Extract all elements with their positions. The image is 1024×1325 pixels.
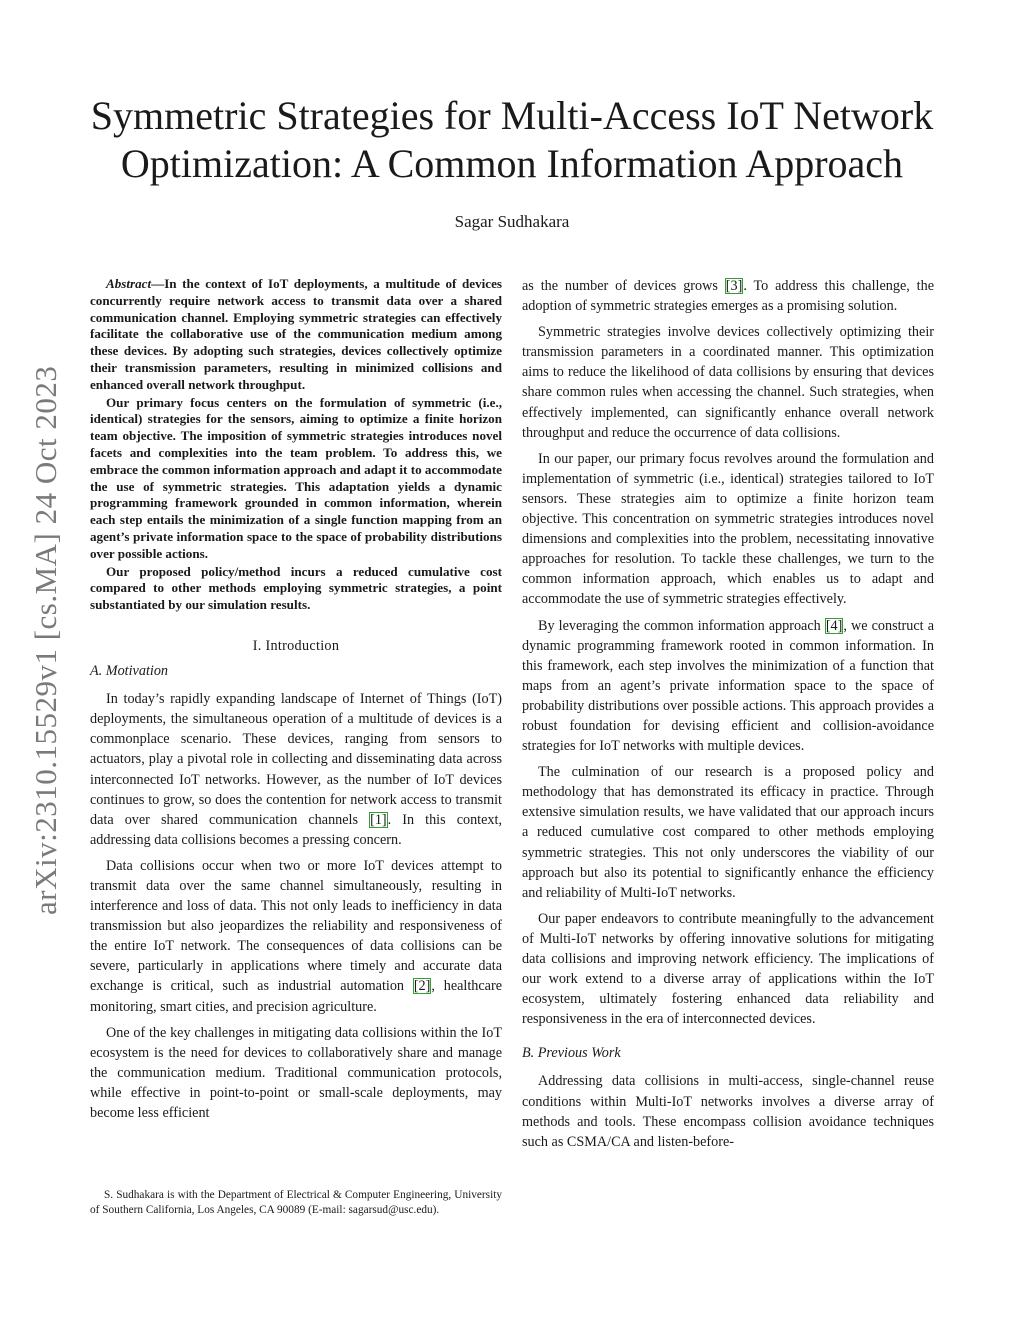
left-column bbox=[90, 276, 502, 1123]
body-paragraph: Addressing data collisions in multi-access, single-channel reuse conditions within Multi-IoT networks involves a diverse array of methods and tools. These encompass collision avoidance techniques such as CSMA/CA and listen-before- bbox=[522, 1073, 934, 1150]
subsection-heading-previous-work: B. Previous Work bbox=[522, 1045, 621, 1062]
title-line-2: Optimization: A Common Information Approach bbox=[120, 141, 904, 186]
body-paragraph: as the number of devices grows [3]. To address this challenge, the adoption of symmetric strategies emerges as a promising solution. bbox=[522, 278, 935, 315]
abstract-label: Abstract bbox=[106, 276, 152, 291]
body-paragraph: In our paper, our primary focus revolves around the formulation and implementation of symmetric (i.e., identical) strategies tailored to IoT sensors. These strategies aim to optimize a finite horizon team objective. This concentration on symmetric strategies introduces novel dimensions and complexities into the problem, necessitating innovative approaches for resolution. To tackle these challenges, we turn to the common information approach, which enables us to adapt and accommodate the use of symmetric strategies effectively. bbox=[522, 450, 934, 608]
abstract-paragraph-1: Abstract—In the context of IoT deployments, a multitude of devices concurrently require network access to transmit data over a shared communication channel. Employing symmetric strategies can effectively facilitate the collaborative use of the communication medium among these devices. By adopting such strategies, devices collectively optimize their transmission parameters, resulting in minimized collisions and enhanced overall network throughput. bbox=[90, 276, 502, 392]
section-heading-introduction: I. Introduction bbox=[252, 637, 340, 654]
paper-title bbox=[80, 92, 944, 188]
footnote bbox=[90, 1188, 502, 1218]
citation-link[interactable]: [4] bbox=[825, 617, 843, 634]
author-name: Sagar Sudhakara bbox=[454, 212, 570, 231]
body-paragraph: Symmetric strategies involve devices collectively optimizing their transmission parameters in a coordinated manner. This optimization aims to reduce the likelihood of data collisions by ensuring that devices share common rules when accessing the channel. Such strategies, when effectively implemented, can significantly enhance overall network throughput and reduce the occurrence of data collisions. bbox=[522, 324, 934, 441]
citation-link[interactable]: [2] bbox=[413, 978, 431, 995]
subsection-heading-motivation: A. Motivation bbox=[90, 663, 169, 680]
title-line-1: Symmetric Strategies for Multi-Access IoT Network bbox=[90, 93, 934, 138]
citation-link[interactable]: [3] bbox=[725, 278, 743, 294]
abstract-paragraph-2: Our primary focus centers on the formulation of symmetric (i.e., identical) strategies for the sensors, aiming to optimize a finite horizon team objective. The imposition of symmetric strategies introduces novel facets and complexities into the team problem. To address this, we embrace the common information approach and adapt it to accommodate the use of symmetric strategies. This adaptation yields a dynamic programming framework grounded in common information, wherein each step entails the minimization of a single function mapping from an agent’s private information space to the space of probability distributions over possible actions. bbox=[90, 394, 502, 561]
body-paragraph: One of the key challenges in mitigating data collisions within the IoT ecosystem is the need for devices to collaboratively share and manage the communication medium. Traditional communication protocols, while effective in point-to-point or small-scale deployments, may become less efficient bbox=[90, 1024, 502, 1121]
footnote-text: S. Sudhakara is with the Department of Electrical & Computer Engineering, University of Southern California, Los Angeles, CA 90089 (E-mail: sagarsud@usc.edu). bbox=[90, 1189, 502, 1216]
body-paragraph: Data collisions occur when two or more IoT devices attempt to transmit data over the same channel simultaneously, resulting in interference and loss of data. This not only leads to inefficiency in data transmission but also jeopardizes the reliability and responsiveness of the entire IoT network. The consequences of data collisions can be severe, particularly in applications where timely and accurate data exchange is critical, such as industrial automation [2], healthcare monitoring, smart cities, and precision agriculture. bbox=[90, 857, 503, 1015]
body-paragraph: By leveraging the common information approach [4], we construct a dynamic programming framework rooted in common information. In this framework, each step involves the minimization of a function that maps from an agent’s private information space to the space of probability distributions over possible actions. This approach provides a robust foundation for devising efficient and collision-avoidance strategies for IoT networks with multiple devices. bbox=[522, 617, 934, 755]
body-paragraph: In today’s rapidly expanding landscape of Internet of Things (IoT) deployments, the simultaneous operation of a multitude of devices is a commonplace scenario. These devices, ranging from sensors to actuators, play a pivotal role in collecting and disseminating data across interconnected IoT networks. However, as the number of IoT devices continues to grow, so does the contention for network access to transmit data over shared communication channels [1]. In this context, addressing data collisions becomes a pressing concern. bbox=[90, 691, 503, 848]
body-paragraph: The culmination of our research is a proposed policy and methodology that has demonstrated its efficacy in practice. Through extensive simulation results, we have validated that our approach incurs a reduced cumulative cost compared to other methods employing symmetric strategies. This not only underscores the viability of our approach but also its potential to significantly enhance the efficiency and reliability of Multi-IoT networks. bbox=[522, 764, 934, 901]
abstract-paragraph-3: Our proposed policy/method incurs a reduced cumulative cost compared to other methods employing symmetric strategies, a point substantiated by our simulation results. bbox=[90, 563, 502, 613]
arxiv-watermark: arXiv:2310.15529v1 [cs.MA] 24 Oct 2023 bbox=[28, 365, 63, 915]
right-column bbox=[522, 276, 934, 1152]
body-paragraph: Our paper endeavors to contribute meaningfully to the advancement of Multi-IoT networks by offering innovative solutions for mitigating data collisions and improving network efficiency. The implications of our work extend to a diverse array of applications within the IoT ecosystem, ultimately fostering enhanced data reliability and responsiveness in the era of interconnected devices. bbox=[522, 910, 934, 1028]
citation-link[interactable]: [1] bbox=[370, 811, 387, 828]
